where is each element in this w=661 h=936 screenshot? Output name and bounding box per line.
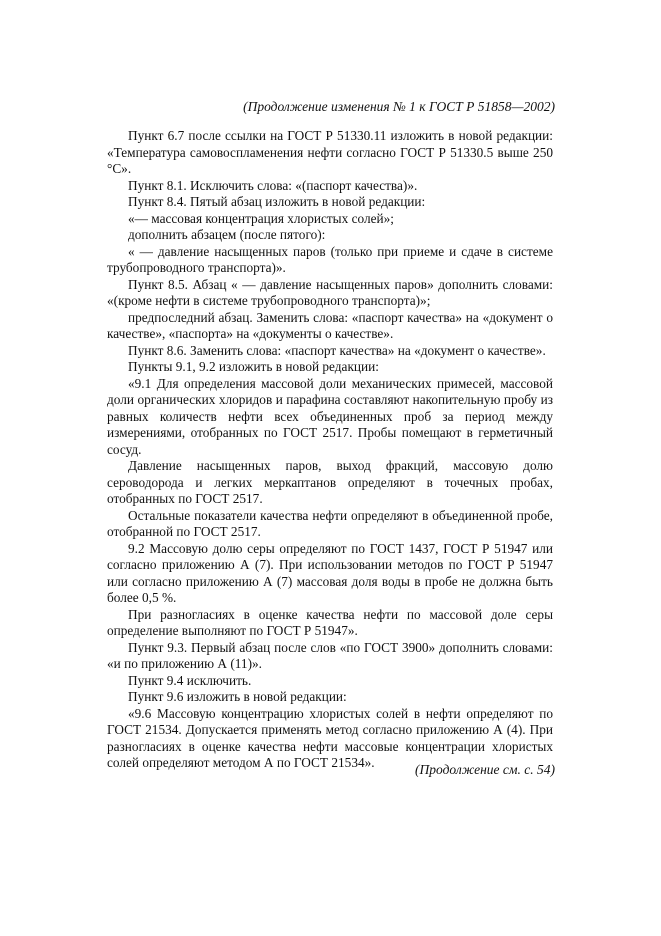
continuation-note: (Продолжение см. с. 54) <box>415 762 555 777</box>
paragraph: Пункт 8.5. Абзац « — давление насыщенных паров» дополнить словами: «(кроме нефти в системе трубопроводного транспорта)»; <box>107 276 553 308</box>
paragraph: Пункт 9.6 изложить в новой редакции: <box>128 689 347 704</box>
paragraph: Остальные показатели качества нефти определяют в объединенной пробе, отобранной по ГОСТ 2517. <box>107 507 553 539</box>
paragraph: Пункт 9.4 исключить. <box>128 672 252 688</box>
paragraph: При разногласиях в оценке качества нефти по массовой доле серы определение выполняют по ГОСТ Р 51947». <box>107 606 553 638</box>
paragraph: предпоследний абзац. Заменить слова: «паспорт качества» на «документ о качестве», «паспорта» на «документы о качестве». <box>107 309 553 341</box>
paragraph: Пункты 9.1, 9.2 изложить в новой редакции: <box>128 359 379 374</box>
paragraph: «— массовая концентрация хлористых солей»; <box>128 210 394 226</box>
paragraph: «9.1 Для определения массовой доли механических примесей, массовой доли органических хлоридов и парафина составляют накопительную пробу из равных количеств нефти всех объединенных проб за период между измерениями, отобранных по ГОСТ 2517. Пробы помещают в герметичный сосуд. <box>107 375 553 457</box>
paragraph: Давление насыщенных паров, выход фракций, массовую долю сероводорода и легких меркаптанов определяют в точечных пробах, отобранных по ГОСТ 2517. <box>107 458 553 506</box>
paragraph: 9.2 Массовую долю серы определяют по ГОСТ 1437, ГОСТ Р 51947 или согласно приложению А (7). При использовании методов по ГОСТ Р 51947 или согласно приложению А (7) массовая доля воды в пробе не должна быть более 0,5 %. <box>107 540 553 605</box>
page-header: (Продолжение изменения № 1 к ГОСТ Р 51858—2002) <box>243 99 555 114</box>
paragraph: «9.6 Массовую концентрацию хлористых солей в нефти определяют по ГОСТ 21534. Допускается применять метод согласно приложению А (4). При разногласиях в оценке качества нефти массовые концентрации хлористых солей определяют методом А по ГОСТ 21534». <box>107 705 553 770</box>
paragraph: Пункт 8.1. Исключить слова: «(паспорт качества)». <box>128 177 418 193</box>
paragraph: Пункт 6.7 после ссылки на ГОСТ Р 51330.11 изложить в новой редакции: «Температура самовоспламенения нефти согласно ГОСТ Р 51330.5 выше 250 °С». <box>107 128 553 176</box>
paragraph: « — давление насыщенных паров (только при приеме и сдаче в системе трубопроводного транспорта)». <box>107 243 553 275</box>
paragraph: дополнить абзацем (после пятого): <box>128 227 326 242</box>
body-text <box>107 128 553 772</box>
paragraph: Пункт 8.6. Заменить слова: «паспорт качества» на «документ о качестве». <box>128 342 546 358</box>
paragraph: Пункт 8.4. Пятый абзац изложить в новой редакции: <box>128 194 426 209</box>
paragraph: Пункт 9.3. Первый абзац после слов «по ГОСТ 3900» дополнить словами: «и по приложению А (11)». <box>107 639 553 671</box>
